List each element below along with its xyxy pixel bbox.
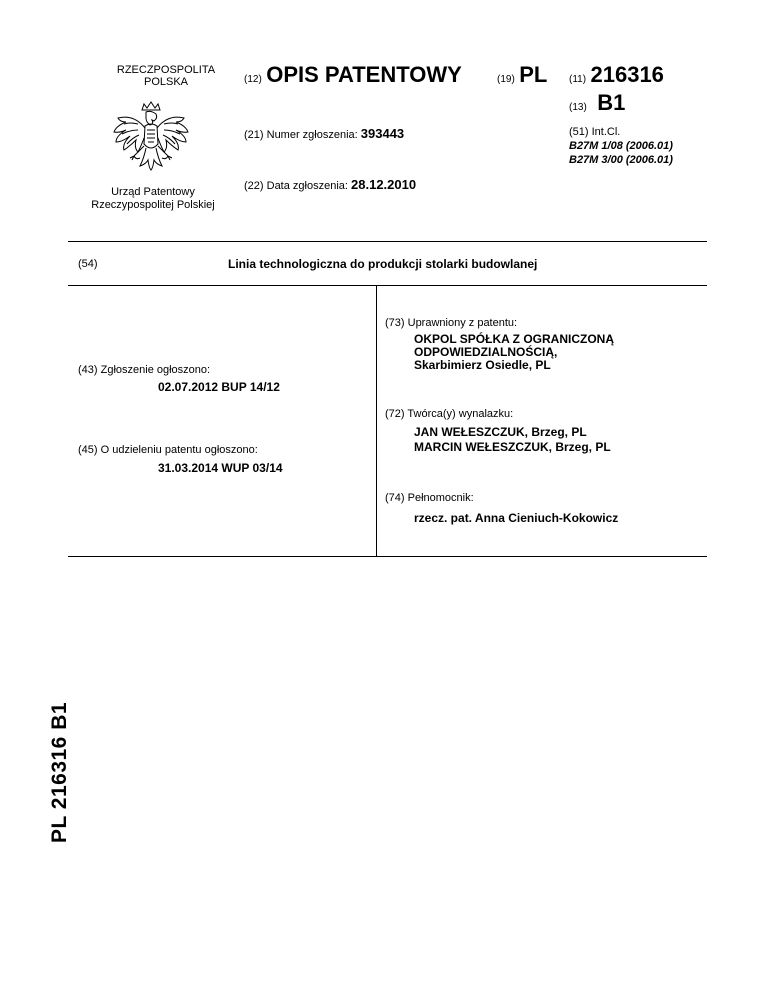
inid-code-11: (11) bbox=[569, 74, 587, 85]
inid-code-13: (13) bbox=[569, 102, 587, 113]
filing-date bbox=[244, 177, 416, 192]
inid-code-19: (19) bbox=[497, 74, 515, 85]
proprietor-line: OKPOL SPÓŁKA Z OGRANICZONĄ bbox=[414, 332, 615, 346]
column-divider bbox=[376, 285, 377, 557]
application-published-text: Zgłoszenie ogłoszono: bbox=[100, 364, 211, 376]
proprietor-line: ODPOWIEDZIALNOŚCIĄ, bbox=[414, 345, 558, 359]
inventors-value bbox=[414, 425, 611, 455]
header-divider bbox=[68, 241, 707, 242]
application-published-value: 02.07.2012 BUP 14/12 bbox=[158, 380, 280, 394]
country-code-value: PL bbox=[519, 62, 548, 87]
patent-number bbox=[569, 62, 664, 88]
side-patent-identifier: PL 216316 B1 bbox=[48, 701, 71, 843]
grant-published-text: O udzieleniu patentu ogłoszono: bbox=[100, 444, 258, 456]
attorney-value: rzecz. pat. Anna Cieniuch-Kokowicz bbox=[414, 511, 619, 525]
title-divider bbox=[68, 285, 707, 286]
issuer-office bbox=[58, 186, 248, 212]
bottom-divider bbox=[68, 556, 707, 557]
application-number bbox=[244, 126, 404, 141]
ipc-class-1: B27M 1/08 (2006.01) bbox=[569, 140, 673, 152]
proprietor-value bbox=[414, 333, 614, 372]
inventor: MARCIN WEŁESZCZUK, Brzeg, PL bbox=[414, 440, 611, 454]
ipc-class-2: B27M 3/00 (2006.01) bbox=[569, 154, 673, 166]
inventors-label bbox=[385, 408, 513, 420]
polish-eagle-emblem-icon bbox=[108, 100, 194, 186]
patent-number-value: 216316 bbox=[590, 62, 664, 87]
issuer-country bbox=[86, 64, 246, 88]
inid-code-12: (12) bbox=[244, 74, 262, 85]
application-number-label: Numer zgłoszenia: bbox=[266, 129, 358, 141]
proprietor-label-text: Uprawniony z patentu: bbox=[407, 317, 518, 329]
inid-code-21: (21) bbox=[244, 129, 264, 141]
inid-code-73: (73) bbox=[385, 317, 405, 329]
grant-published-label bbox=[78, 444, 258, 456]
attorney-label bbox=[385, 492, 474, 504]
kind-code bbox=[569, 90, 625, 116]
inid-code-43: (43) bbox=[78, 364, 98, 376]
inid-code-51: (51) bbox=[569, 126, 589, 138]
inventors-label-text: Twórca(y) wynalazku: bbox=[407, 408, 514, 420]
inid-code-22: (22) bbox=[244, 180, 264, 192]
grant-published-value: 31.03.2014 WUP 03/14 bbox=[158, 461, 283, 475]
office-line-1: Urząd Patentowy bbox=[111, 186, 195, 198]
country-line-1: RZECZPOSPOLITA bbox=[116, 64, 216, 76]
proprietor-line: Skarbimierz Osiedle, PL bbox=[414, 358, 551, 372]
document-type-label: OPIS PATENTOWY bbox=[266, 62, 462, 87]
application-number-value: 393443 bbox=[360, 126, 405, 141]
filing-date-value: 28.12.2010 bbox=[351, 177, 417, 192]
inid-code-45: (45) bbox=[78, 444, 98, 456]
proprietor-label bbox=[385, 317, 517, 329]
document-type bbox=[244, 62, 462, 88]
invention-title: Linia technologiczna do produkcji stolarki budowlanej bbox=[228, 257, 538, 271]
ipc-classification bbox=[569, 125, 673, 167]
country-code bbox=[497, 62, 547, 88]
application-published-label bbox=[78, 364, 210, 376]
inid-code-74: (74) bbox=[385, 492, 405, 504]
inventor: JAN WEŁESZCZUK, Brzeg, PL bbox=[414, 425, 587, 439]
inid-code-54: (54) bbox=[78, 258, 98, 270]
attorney-label-text: Pełnomocnik: bbox=[407, 492, 474, 504]
office-line-2: Rzeczypospolitej Polskiej bbox=[91, 199, 215, 211]
filing-date-label: Data zgłoszenia: bbox=[266, 180, 348, 192]
inid-code-72: (72) bbox=[385, 408, 405, 420]
country-line-2: POLSKA bbox=[143, 76, 189, 88]
kind-code-value: B1 bbox=[597, 90, 626, 115]
ipc-label: Int.Cl. bbox=[591, 126, 621, 138]
